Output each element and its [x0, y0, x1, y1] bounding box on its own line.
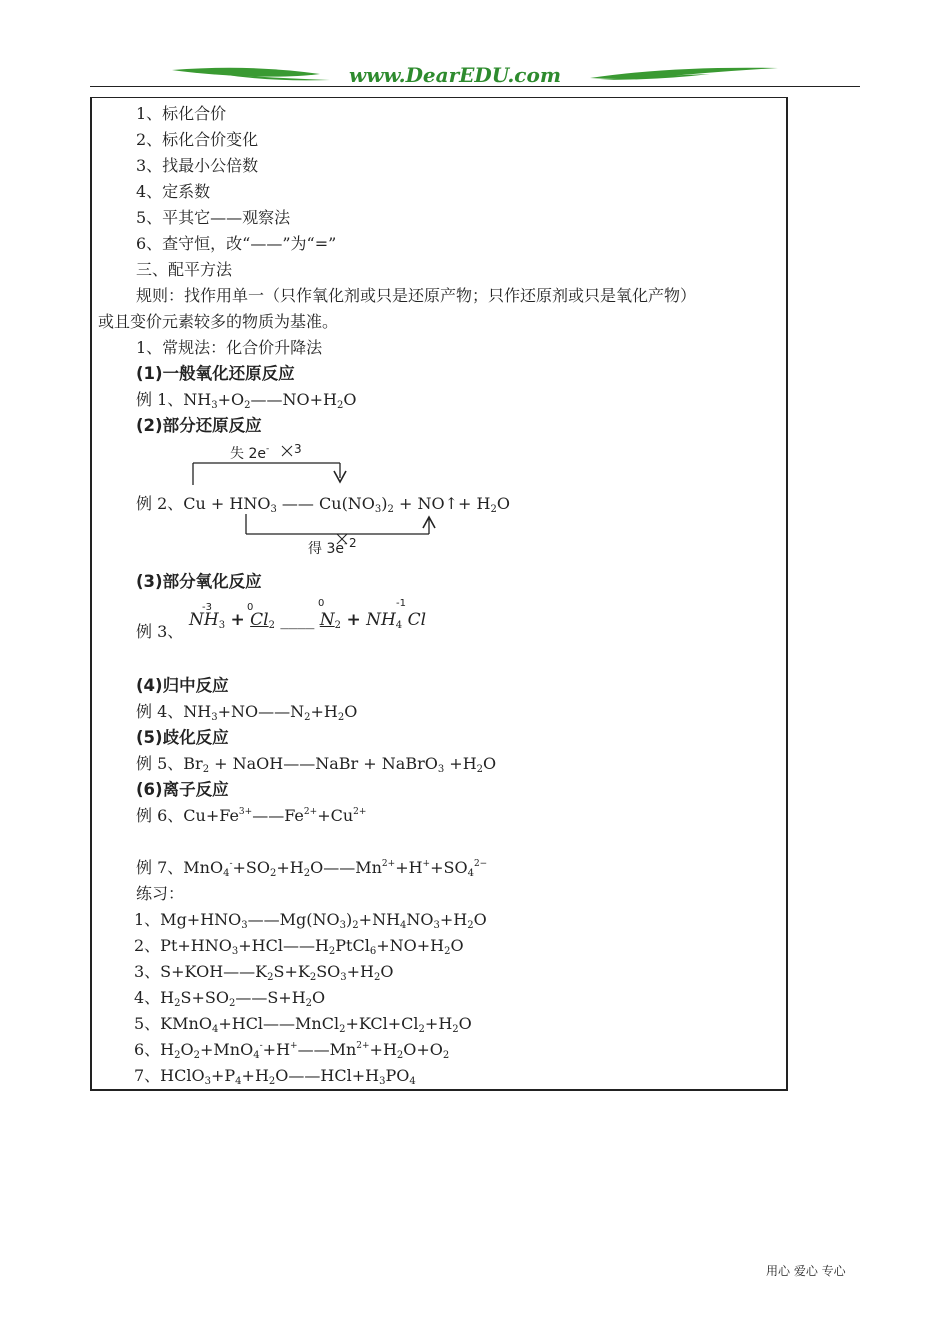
step-2: 2、标化合价变化 [136, 130, 259, 149]
step-1: 1、标化合价 [136, 104, 227, 123]
step-6: 6、查守恒，改“——”为“=” [136, 234, 337, 253]
example-1: 例 1、$NH_3+O_2——NO+H_2O$ [136, 390, 357, 411]
heading-disproportionation: (5)歧化反应 [136, 728, 229, 747]
practice-4: 4、$H_2S+SO_2——S+H_2O$ [134, 988, 326, 1009]
site-logo: www.DearEDU.com [348, 63, 562, 87]
step-3: 3、找最小公倍数 [136, 156, 259, 175]
practice-6: 6、$H_2O_2+MnO_4^-+H^+——Mn^{2+}+H_2O+O_2$ [134, 1040, 450, 1061]
example-2: 例 2、$Cu + HNO_3$ —— $Cu(NO_3)_2$ + NO↑+ $H_2O$ [136, 494, 510, 515]
example-3-equation: $NH_3 + Cl_2$ ____ $N_2 + NH_4$ Cl [189, 610, 427, 631]
electron-transfer-diagram [92, 98, 790, 558]
heading-partial-oxidation: (3)部分氧化反应 [136, 572, 262, 591]
electron-gain-multiplier: 2 [349, 536, 357, 550]
example-6: 例 6、$Cu+Fe^{3+}——Fe^{2+}+Cu^{2+}$ [136, 806, 367, 825]
ox-state-n2: 0 [318, 598, 325, 609]
section-3-heading: 三、配平方法 [136, 260, 233, 279]
method-1: 1、常规法：化合价升降法 [136, 338, 323, 357]
step-4: 4、定系数 [136, 182, 211, 201]
heading-ionic-reaction: (6)离子反应 [136, 780, 229, 799]
example-7: 例 7、$MnO_4^-+SO_2+H_2O——Mn^{2+}+H^++SO_4^{2-}$ [136, 858, 488, 879]
practice-5: 5、$KMnO_4+HCl——MnCl_2+KCl+Cl_2+H_2O$ [134, 1014, 472, 1035]
content-frame [90, 97, 788, 1091]
practice-3: 3、$S+KOH——K_2S+K_2SO_3+H_2O$ [134, 962, 394, 983]
heading-comproportionation: (4)归中反应 [136, 676, 229, 695]
header-rule [90, 86, 860, 87]
example-4: 例 4、$NH_3+NO——N_2+H_2O$ [136, 702, 358, 723]
ox-state-cl2: 0 [247, 602, 254, 613]
rule-line-1: 规则：找作用单一（只作氧化剂或只是还原产物；只作还原剂或只是氧化产物） [136, 286, 697, 305]
practice-1: 1、$Mg+HNO_3——Mg(NO_3)_2+NH_4NO_3+H_2O$ [134, 910, 487, 931]
example-3-prefix: 例 3、 [136, 622, 184, 641]
practice-7: 7、$HClO_3+P_4+H_2O——HCl+H_3PO_4$ [134, 1066, 416, 1087]
practice-2: 2、$Pt+HNO_3+HCl——H_2PtCl_6+NO+H_2O$ [134, 936, 464, 957]
electron-gain-label: 得 3e- [308, 539, 348, 557]
ox-state-cl-nh4cl: -1 [396, 598, 406, 609]
heading-general-redox: (1)一般氧化还原反应 [136, 364, 295, 383]
practice-label: 练习： [136, 884, 185, 903]
heading-partial-reduction: (2)部分还原反应 [136, 416, 262, 435]
footer-slogan: 用心 爱心 专心 [766, 1264, 846, 1278]
example-5: 例 5、$Br_2$ + NaOH——NaBr + NaBrO$_3$ $+H_2O$ [136, 754, 497, 775]
electron-lost-label: 失 2e- [230, 444, 270, 462]
step-5: 5、平其它——观察法 [136, 208, 291, 227]
rule-line-2: 或且变价元素较多的物质为基准。 [98, 312, 339, 331]
electron-lost-multiplier: 3 [294, 442, 302, 456]
ox-state-n-nh3: -3 [202, 602, 212, 613]
